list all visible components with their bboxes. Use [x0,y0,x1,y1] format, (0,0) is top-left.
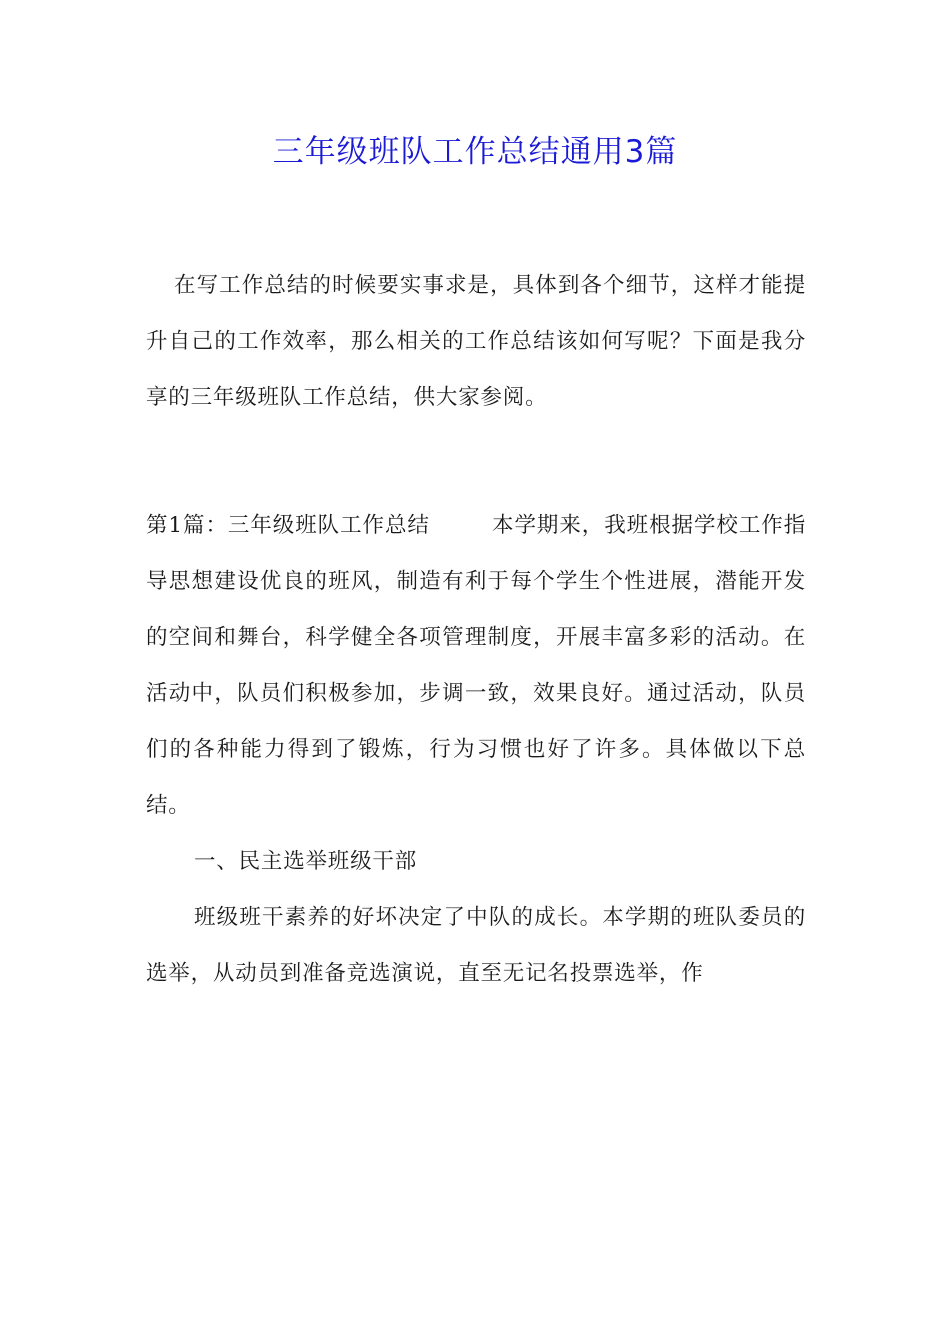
document-body [146,258,806,1002]
article1-paragraph [146,498,806,834]
article1-heading: 第1篇：三年级班队工作总结 [146,513,430,538]
spacer [146,426,806,498]
intro-paragraph: 在写工作总结的时候要实事求是，具体到各个细节，这样才能提升自己的工作效率，那么相关的工作总结该如何写呢？下面是我分享的三年级班队工作总结，供大家参阅。 [146,273,806,410]
article1-text: 本学期来，我班根据学校工作指导思想建设优良的班风，制造有利于每个学生个性进展，潜能开发的空间和舞台，科学健全各项管理制度，开展丰富多彩的活动。在活动中，队员们积极参加，步调一致，效果良好。通过活动，队员们的各种能力得到了锻炼，行为习惯也好了许多。具体做以下总结。 [146,513,807,818]
document-title: 三年级班队工作总结通用3篇 [272,134,678,170]
section1-heading: 一、民主选举班级干部 [194,849,418,874]
section1-paragraph: 班级班干素养的好坏决定了中队的成长。本学期的班队委员的选举，从动员到准备竞选演说，直至无记名投票选举，作 [146,905,806,986]
